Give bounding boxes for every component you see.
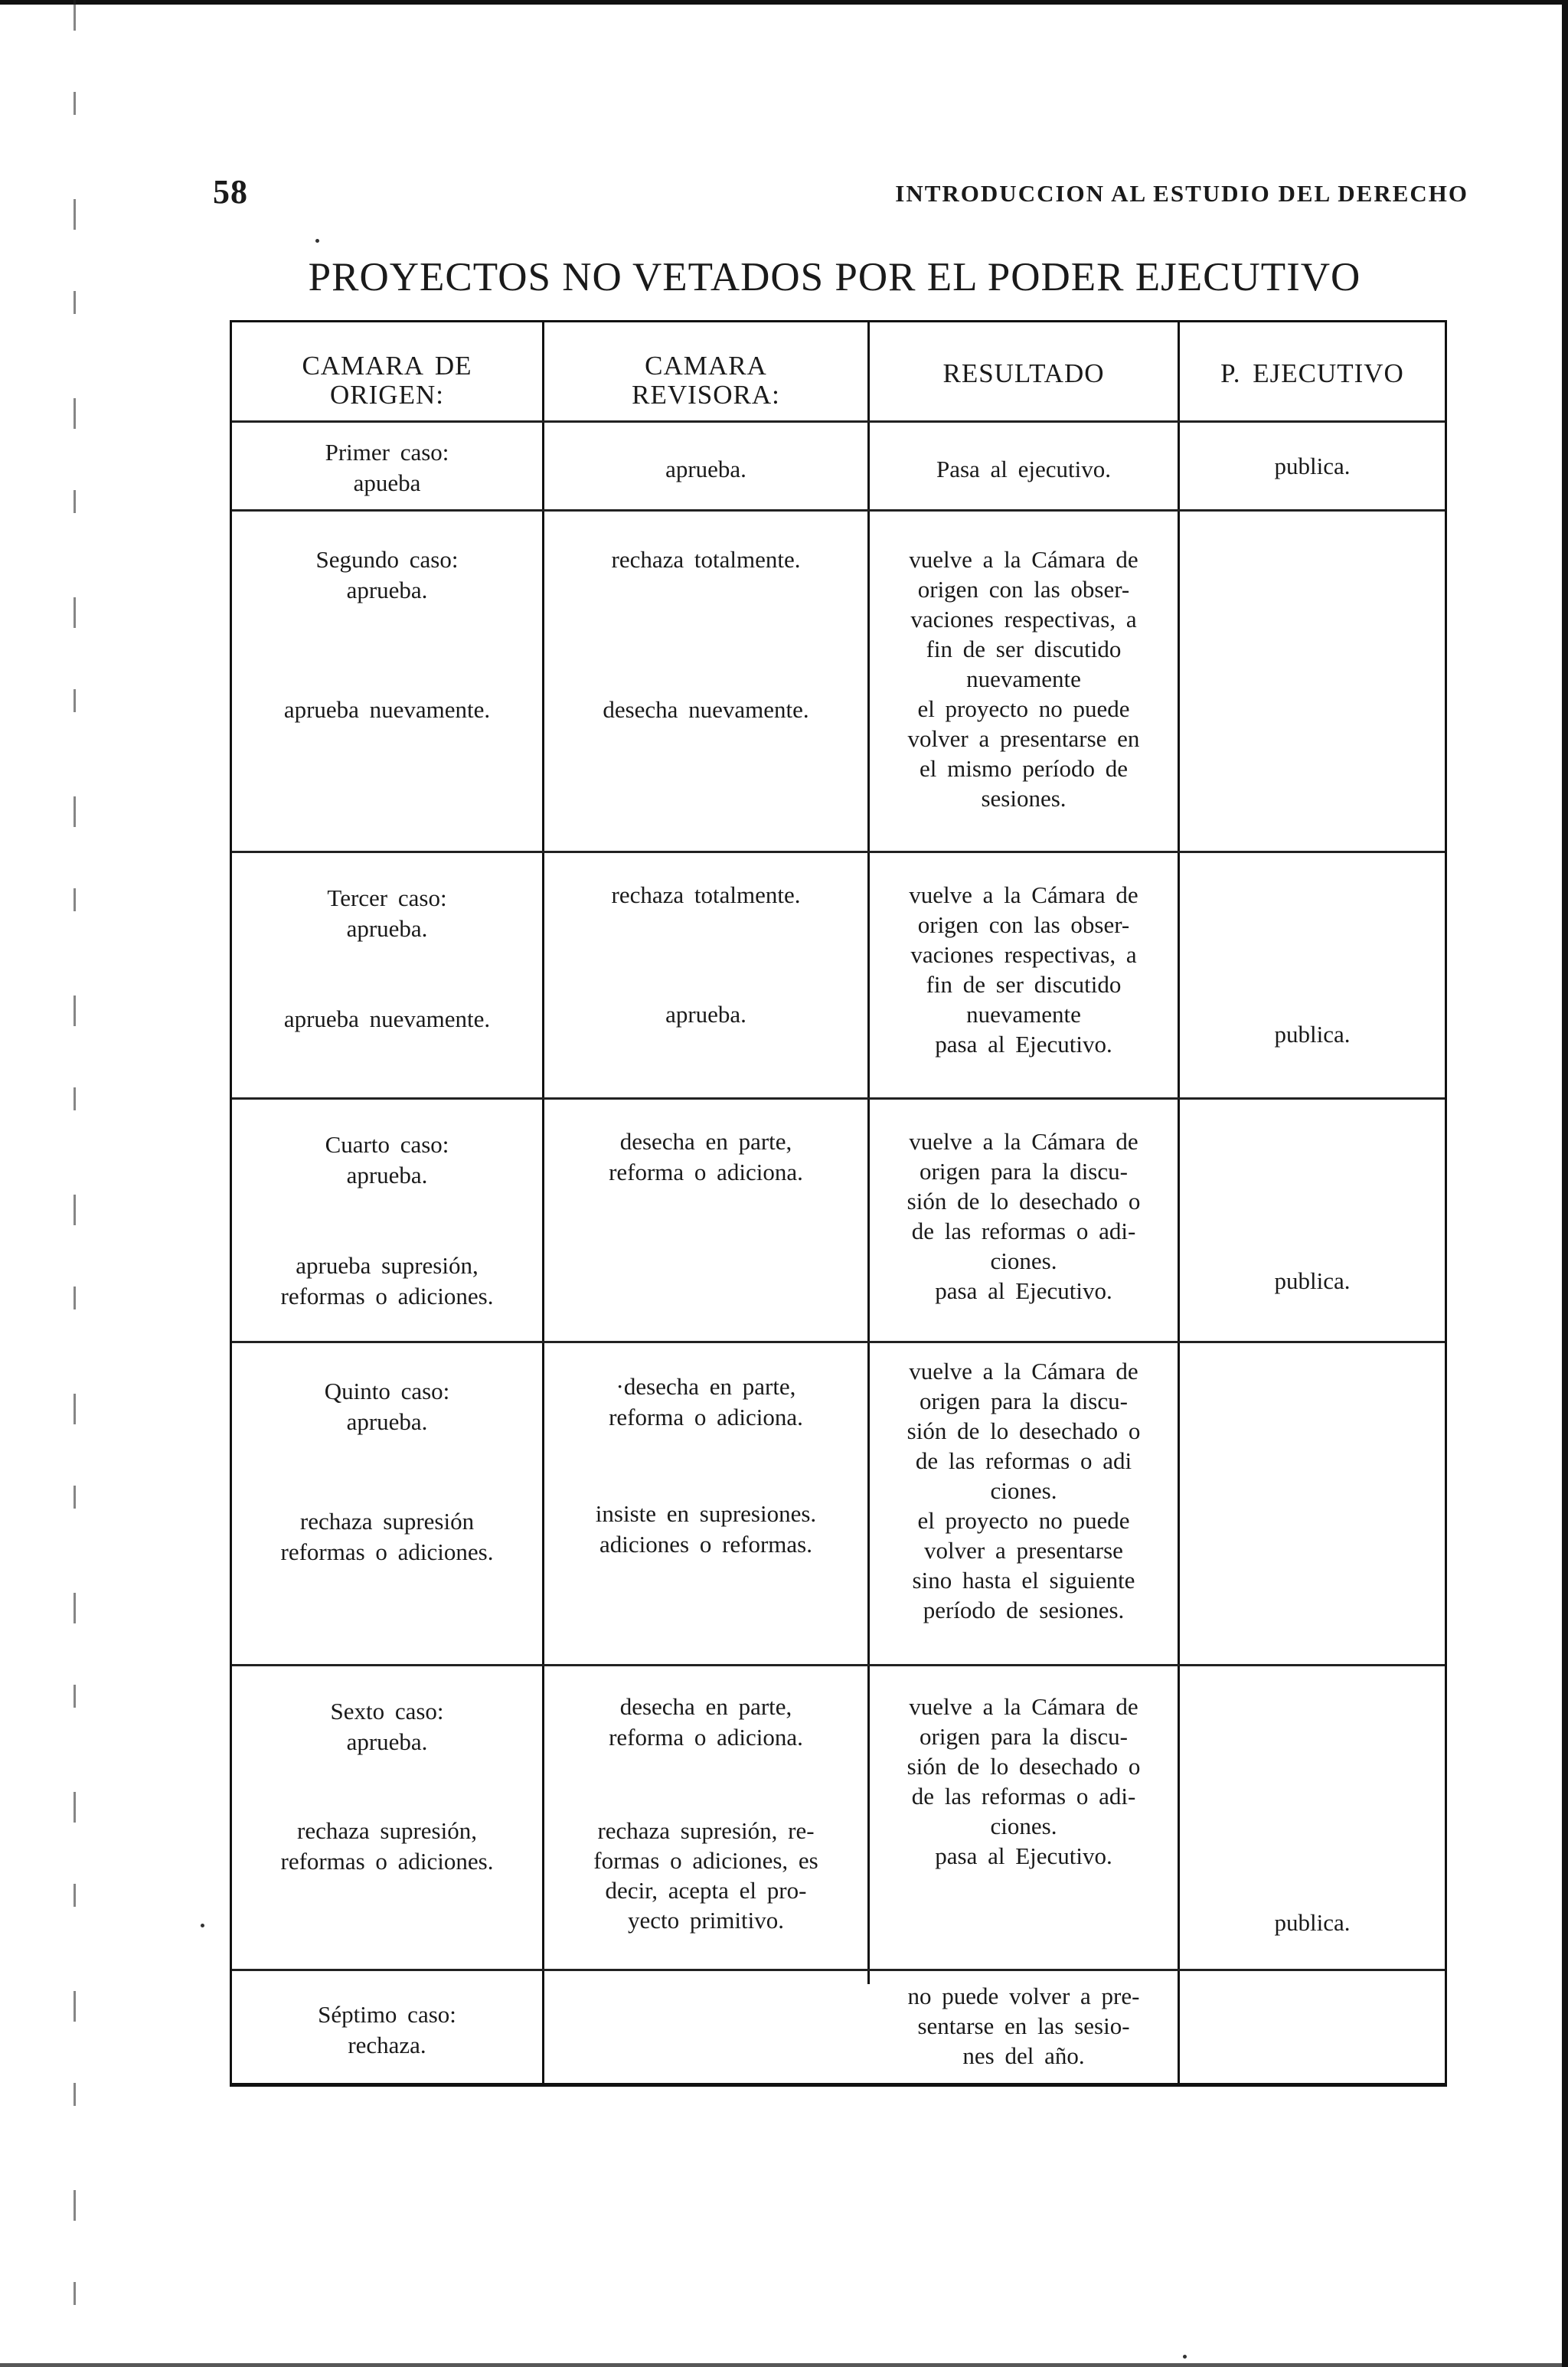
header-poder-ejecutivo: P. EJECUTIVO xyxy=(1220,358,1404,388)
row2-resultado: vuelve a la Cámara de origen con las obser- vaciones respectivas, a fin de ser discutido nuevamente el proyecto no puede volver a presentarse en el mismo período de sesiones. xyxy=(907,546,1140,812)
row6-ejecutivo: publica. xyxy=(1274,1909,1351,1936)
row1-resultado: Pasa al ejecutivo. xyxy=(936,456,1112,482)
row1-ejecutivo: publica. xyxy=(1274,453,1351,479)
row2-origen-case: Segundo caso: aprueba. xyxy=(315,546,459,603)
row4-ejecutivo: publica. xyxy=(1274,1267,1351,1294)
row2-revisora-step1: rechaza totalmente. xyxy=(611,546,801,573)
row3-revisora-step1: rechaza totalmente. xyxy=(611,881,801,908)
row3-origen-case: Tercer caso: aprueba. xyxy=(327,884,447,942)
row4-revisora-step1: desecha en parte, reforma o adiciona. xyxy=(609,1128,803,1185)
page-right-edge xyxy=(1562,0,1568,2367)
row5-resultado: vuelve a la Cámara de origen para la discu- sión de lo desechado o de las reformas o adi ciones. el proyecto no puede volver a presentarse sino hasta el siguiente período de sesiones. xyxy=(906,1358,1141,1623)
row5-revisora-step2: insiste en supresiones. adiciones o reformas. xyxy=(595,1500,817,1558)
table-title: PROYECTOS NO VETADOS POR EL PODER EJECUTIVO xyxy=(308,255,1361,299)
row6-resultado: vuelve a la Cámara de origen para la discu- sión de lo desechado o de las reformas o adi- ciones. pasa al Ejecutivo. xyxy=(906,1693,1141,1869)
row-rule xyxy=(232,1664,1445,1666)
row6-origen-step2: rechaza supresión, reformas o adiciones. xyxy=(280,1817,494,1875)
row2-origen-step2: aprueba nuevamente. xyxy=(283,696,491,723)
row3-ejecutivo: publica. xyxy=(1274,1021,1351,1048)
row3-resultado: vuelve a la Cámara de origen con las obser- vaciones respectivas, a fin de ser discutido nuevamente pasa al Ejecutivo. xyxy=(909,881,1138,1058)
row4-origen-step2: aprueba supresión, reformas o adiciones. xyxy=(280,1252,494,1309)
page-number: 58 xyxy=(213,173,248,211)
running-head xyxy=(213,172,1468,218)
row-rule xyxy=(232,509,1445,512)
header-rule xyxy=(232,420,1445,423)
row3-origen-step2: aprueba nuevamente. xyxy=(283,1005,491,1032)
column-divider xyxy=(1178,322,1180,2085)
header-resultado: RESULTADO xyxy=(942,358,1105,388)
row1-revisora: aprueba. xyxy=(665,456,746,482)
scan-speck xyxy=(1183,2355,1187,2359)
procedure-table xyxy=(230,320,1447,2087)
row2-revisora-step2: desecha nuevamente. xyxy=(603,696,809,723)
row1-origen: Primer caso: apueba xyxy=(325,439,449,496)
row7-resultado: no puede volver a pre- sentarse en las sesio- nes del año. xyxy=(907,1983,1140,2069)
row5-origen-case: Quinto caso: aprueba. xyxy=(324,1378,450,1435)
row-rule xyxy=(232,1097,1445,1100)
header-camara-origen: CAMARA DE ORIGEN: xyxy=(302,351,472,410)
row7-origen-case: Séptimo caso: rechaza. xyxy=(318,2001,456,2058)
row3-revisora-step2: aprueba. xyxy=(665,1001,746,1028)
scan-speck xyxy=(315,239,319,243)
row5-origen-step2: rechaza supresión reformas o adiciones. xyxy=(280,1508,494,1565)
row-rule xyxy=(232,1969,1445,1971)
row6-origen-case: Sexto caso: aprueba. xyxy=(330,1698,444,1755)
scan-speck xyxy=(201,1924,204,1927)
row-rule xyxy=(232,1341,1445,1343)
header-camara-revisora: CAMARA REVISORA: xyxy=(632,351,780,410)
row4-origen-case: Cuarto caso: aprueba. xyxy=(325,1131,449,1188)
row6-revisora-step1: desecha en parte, reforma o adiciona. xyxy=(609,1693,803,1751)
scan-margin-marks xyxy=(74,0,76,2367)
row5-revisora-step1: ·desecha en parte, reforma o adiciona. xyxy=(609,1373,803,1430)
row4-resultado: vuelve a la Cámara de origen para la discu- sión de lo desechado o de las reformas o adi- ciones. pasa al Ejecutivo. xyxy=(906,1128,1141,1304)
row6-revisora-step2: rechaza supresión, re- formas o adiciones, es decir, acepta el pro- yecto primitivo. xyxy=(593,1817,818,1934)
book-title: INTRODUCCION AL ESTUDIO DEL DERECHO xyxy=(895,180,1468,207)
row-rule xyxy=(232,851,1445,853)
page-top-edge xyxy=(0,0,1568,5)
page-bottom-edge xyxy=(0,2363,1568,2367)
